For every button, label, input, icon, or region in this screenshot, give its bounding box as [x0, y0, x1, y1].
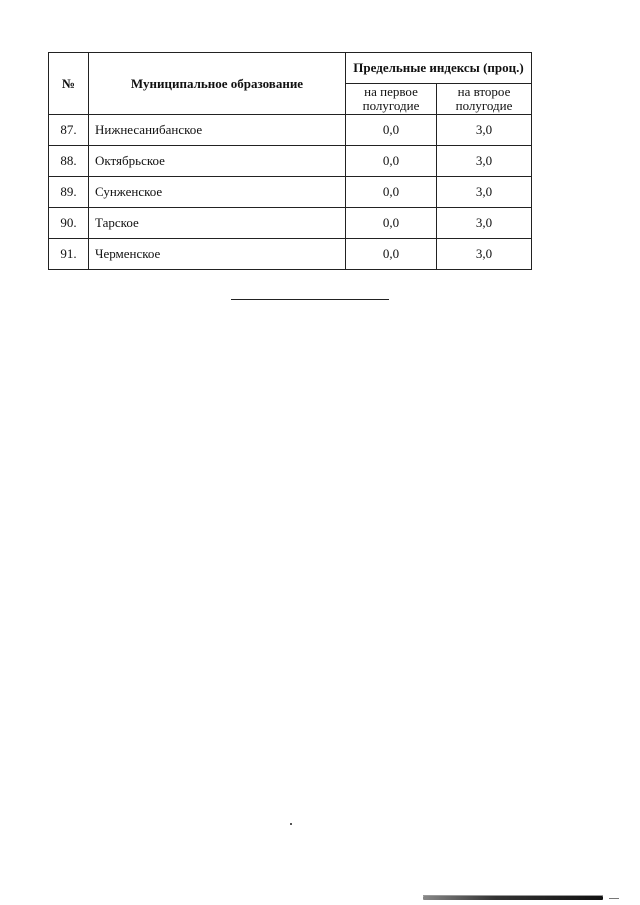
row-second-half: 3,0	[437, 115, 532, 146]
row-number: 88.	[49, 146, 89, 177]
end-of-document-rule	[231, 299, 389, 300]
header-municipality: Муниципальное образование	[89, 53, 346, 115]
row-second-half: 3,0	[437, 239, 532, 270]
header-first-half: на первое полугодие	[346, 84, 437, 115]
row-first-half: 0,0	[346, 208, 437, 239]
row-first-half: 0,0	[346, 115, 437, 146]
limit-indices-table	[48, 52, 532, 270]
row-municipality: Сунженское	[89, 177, 346, 208]
row-second-half: 3,0	[437, 146, 532, 177]
scan-edge-bar	[423, 896, 603, 900]
table-row	[49, 177, 532, 208]
row-municipality: Черменское	[89, 239, 346, 270]
row-second-half: 3,0	[437, 208, 532, 239]
row-number: 87.	[49, 115, 89, 146]
row-first-half: 0,0	[346, 177, 437, 208]
row-municipality: Нижнесанибанское	[89, 115, 346, 146]
header-second-half: на второе полугодие	[437, 84, 532, 115]
row-number: 91.	[49, 239, 89, 270]
table-row	[49, 239, 532, 270]
row-number: 90.	[49, 208, 89, 239]
header-number: №	[49, 53, 89, 115]
row-first-half: 0,0	[346, 146, 437, 177]
table-row	[49, 208, 532, 239]
row-second-half: 3,0	[437, 177, 532, 208]
row-municipality: Тарское	[89, 208, 346, 239]
table-row	[49, 115, 532, 146]
table-row	[49, 146, 532, 177]
row-municipality: Октябрьское	[89, 146, 346, 177]
scan-speck	[290, 823, 292, 825]
row-number: 89.	[49, 177, 89, 208]
scan-edge-dash	[609, 898, 619, 899]
row-first-half: 0,0	[346, 239, 437, 270]
header-limit-indices: Предельные индексы (проц.)	[346, 53, 532, 84]
